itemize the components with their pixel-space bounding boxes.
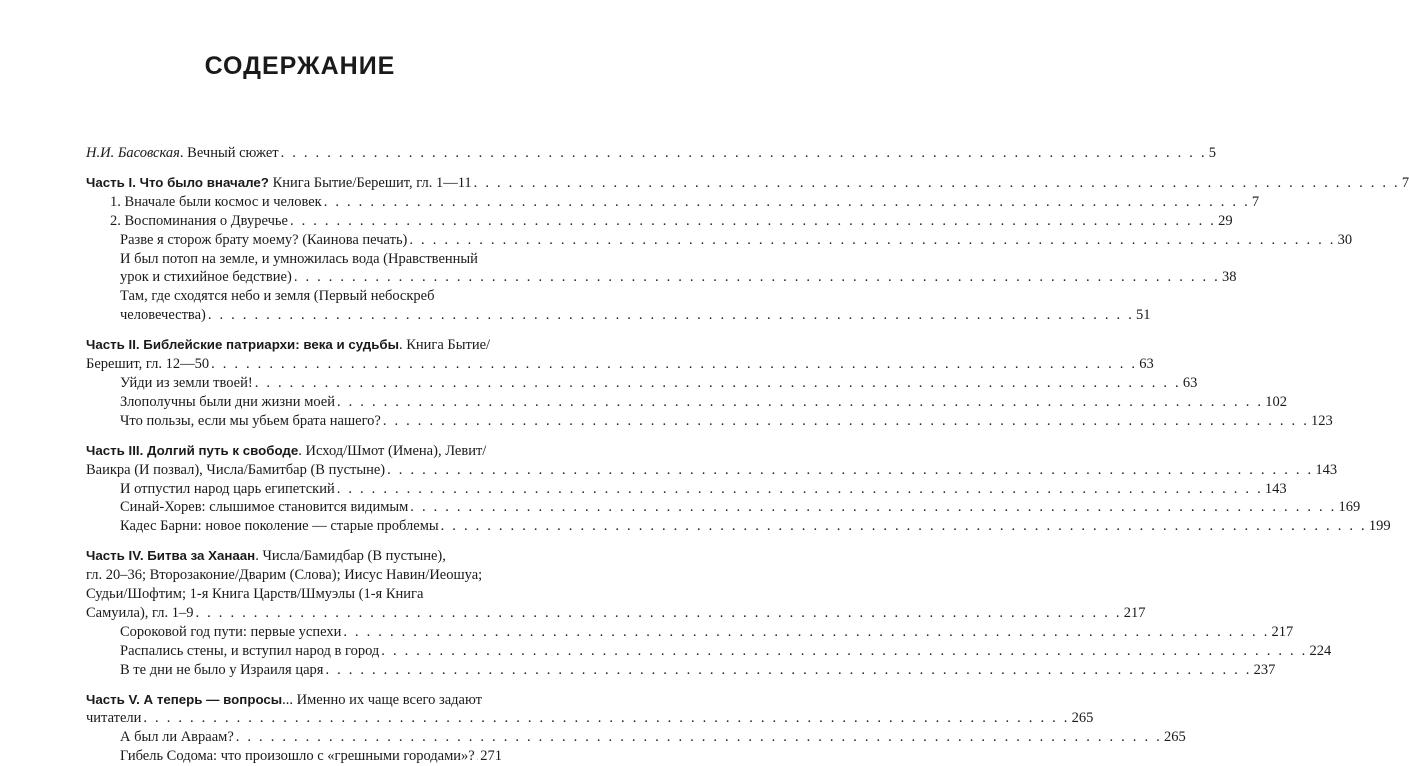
section-gap <box>86 680 502 691</box>
toc-line <box>86 585 502 604</box>
section-gap <box>86 163 502 174</box>
dot-leader: . . . . . . . . . . . . . . . . . . . . . . . . . . . . . . . . . . . . . . . . . . . . . . . . . . . . . . . . . . . . . . . . . . . . . . . . . . . . . . . . <box>323 193 1250 210</box>
toc-entry-text <box>86 604 194 623</box>
part-heading: Часть III. Долгий путь к свободе <box>86 442 299 458</box>
dot-leader: . . . . . . . . . . . . . . . . . . . . . . . . . . . . . . . . . . . . . . . . . . . . . . . . . . . . . . . . . . . . . . . . . . . . . . . . . . . . . . . . <box>211 356 1138 373</box>
page-number: 265 <box>1071 710 1094 727</box>
chapter-title: человечества) <box>120 307 206 324</box>
toc-entry-text <box>120 231 407 250</box>
toc-entry-text <box>120 498 408 517</box>
page-number: 143 <box>1315 461 1338 478</box>
dot-leader: . . . . . . . . . . . . . . . . . . . . . . . . . . . . . . . . . . . . . . . . . . . . . . . . . . . . . . . . . . . . . . . . . . . . . . . . . . . . . . . . <box>336 480 1263 497</box>
toc-line <box>86 517 1391 536</box>
toc-line <box>86 661 1276 680</box>
part-section <box>86 174 1409 325</box>
part-subtitle: . Числа/Бамидбар (В пустыне), <box>255 548 446 565</box>
chapter-title: Там, где сходятся небо и земля (Первый небоскреб <box>120 288 435 305</box>
toc-entry-text <box>120 250 478 269</box>
chapter-title: Кадес Барни: новое поколение — старые проблемы <box>120 518 439 535</box>
dot-leader: . . . . . . . . . . . . . . . . . . . . . . . . . . . . . . . . . . . . . . . . . . . . . . . . . . . . . . . . . . . . . . . . . . . . . . . . . . . . . . . . <box>410 499 1337 516</box>
toc-entry-text <box>86 355 209 374</box>
part-section <box>86 691 1186 766</box>
part-subtitle: ... Именно их чаще всего задают <box>282 691 482 708</box>
part-subtitle: Судьи/Шофтим; 1-я Книга Царств/Шмуэлы (1-я Книга <box>86 586 424 603</box>
toc-entry-text <box>86 174 472 193</box>
toc-line <box>86 642 1332 661</box>
author-name: Н.И. Басовская <box>86 145 180 161</box>
toc-entry-text <box>120 287 434 306</box>
page-number: 271 <box>480 748 502 765</box>
part-subtitle: гл. 20–36; Второзаконие/Дварим (Слова); Иисус Навин/Иеошуа; <box>86 567 483 584</box>
part-section <box>86 547 1332 679</box>
toc-entry-text <box>110 193 322 212</box>
dot-leader: . . . . . . . . . . . . . . . . . . . . . . . . . . . . . . . . . . . . . . . . . . . . . . . . . . . . . . . . . . . . . . . . . . . . . . . . . . . . . . . . <box>381 642 1308 659</box>
dot-leader: . . . . . . . . . . . . . . . . . . . . . . . . . . . . . . . . . . . . . . . . . . . . . . . . . . . . . . . . . . . . . . . . . . . . . . . . . . . . . . . . <box>387 461 1314 478</box>
toc-line <box>86 461 1338 480</box>
toc-line <box>86 374 1198 393</box>
page-number: 63 <box>1139 356 1154 373</box>
dot-leader: . . . . . . . . . . . . . . . . . . . . . . . . . . . . . . . . . . . . . . . . . . . . . . . . . . . . . . . . . . . . . . . . . . . . . . . . . . . . . . . . <box>289 212 1217 229</box>
toc-entry-text <box>86 709 141 728</box>
page-number: 265 <box>1163 729 1186 746</box>
chapter-title: Уйди из земли твоей! <box>120 374 253 391</box>
toc-line <box>86 355 1154 374</box>
toc-entry-text <box>120 306 206 325</box>
table-of-contents <box>86 144 1409 766</box>
chapter-title: В те дни не было у Израиля царя <box>120 661 324 678</box>
dot-leader: . . . . . . . . . . . . . . . . . . . . . . . . . . . . . . . . . . . . . . . . . . . . . . . . . . . . . . . . . . . . . . . . . . . . . . . . . . . . . . . . <box>440 518 1367 535</box>
chapter-title: 2. Воспоминания о Двуречье <box>110 212 288 229</box>
toc-line <box>86 498 1361 517</box>
toc-entry-text <box>120 268 292 287</box>
dot-leader: . . . . . . . . . . . . . . . . . . . . . . . . . . . . . . . . . . . . . . . . . . . . . . . . . . . . . . . . . . . . . . . . . . . . . . . . . . . . . . . . <box>207 307 1135 324</box>
chapter-title: 1. Вначале были космос и человек <box>110 193 322 210</box>
toc-line <box>86 728 1186 747</box>
dot-leader: . . . . . . . . . . . . . . . . . . . . . . . . . . . . . . . . . . . . . . . . . . . . . . . . . . . . . . . . . . . . . . . . . . . . . . . . . . . . . . . . <box>143 710 1070 727</box>
dot-leader: . . . . . . . . . . . . . . . . . . . . . . . . . . . . . . . . . . . . . . . . . . . . . . . . . . . . . . . . . . . . . . . . . . . . . . . . . . . . . . . . <box>343 623 1270 640</box>
dot-leader: . . . . . . . . . . . . . . . . . . . . . . . . . . . . . . . . . . . . . . . . . . . . . . . . . . . . . . . . . . . . . . . . . . . . . . . . . . . . . . . . <box>325 661 1252 678</box>
part-heading: Часть I. Что было вначале? <box>86 174 269 190</box>
toc-line <box>86 268 1237 287</box>
page-number: 30 <box>1337 231 1353 248</box>
toc-line <box>86 566 502 585</box>
dot-leader: . . . . . . . . . . . . . . . . . . . . . . . . . . . . . . . . . . . . . . . . . . . . . . . . . . . . . . . . . . . . . . . . . . . . . . . . . . . . . . . . <box>382 412 1310 429</box>
toc-line <box>86 747 502 766</box>
page-number: 7 <box>1251 193 1260 210</box>
toc-line <box>86 623 1294 642</box>
chapter-title: И отпустил народ царь египетский <box>120 480 335 497</box>
toc-entry-text <box>86 336 490 355</box>
toc-entry-text <box>120 642 379 661</box>
toc-entry-text <box>110 212 288 231</box>
dot-leader: . . . . . . . . . . . . . . . . . . . . . . . . . . . . . . . . . . . . . . . . . . . . . . . . . . . . . . . . . . . . . . . . . . . . . . . . . . . . . . . . <box>254 374 1181 391</box>
section-gap <box>86 325 502 336</box>
chapter-title: урок и стихийное бедствие) <box>120 269 292 286</box>
page-number: 199 <box>1368 518 1391 535</box>
page-number: 224 <box>1309 642 1332 659</box>
part-subtitle: Ваикра (И позвал), Числа/Бамитбар (В пустыне) <box>86 461 386 478</box>
chapter-title: Распались стены, и вступил народ в город <box>120 642 380 659</box>
toc-line <box>86 709 1094 728</box>
toc-entry-text <box>120 374 253 393</box>
chapter-title: Гибель Содома: что произошло с «грешными городами»? <box>120 748 475 765</box>
part-subtitle: . Книга Бытие/ <box>398 337 491 354</box>
toc-entry-text <box>86 585 423 604</box>
part-section <box>86 336 1333 431</box>
toc-line <box>86 336 502 355</box>
toc-entry-text <box>86 442 486 461</box>
page-number: 123 <box>1311 412 1333 429</box>
part-subtitle: . Исход/Шмот (Имена), Левит/ <box>298 442 487 459</box>
page-number: 63 <box>1182 374 1198 391</box>
toc-entry-text <box>86 566 482 585</box>
toc-line <box>86 412 1333 431</box>
dot-leader: . . . . . . . . . . . . . . . . . . . . . . . . . . . . . . . . . . . . . . . . . . . . . . . . . . . . . . . . . . . . . . . . . . . . . . . . . . . . . . . . <box>293 269 1220 286</box>
dot-leader: . . . . . . . . . . . . . . . . . . . . . . . . . . . . . . . . . . . . . . . . . . . . . . . . . . . . . . . . . . . . . . . . . . . . . . . . . . . . . . . . <box>409 231 1336 248</box>
part-subtitle: Берешит, гл. 12—50 <box>86 356 210 373</box>
toc-line <box>86 547 502 566</box>
part-subtitle: читатели <box>86 710 142 727</box>
toc-entry-text <box>120 661 323 680</box>
chapter-title: А был ли Авраам? <box>120 729 234 746</box>
part-heading: Часть IV. Битва за Ханаан <box>86 548 256 564</box>
toc-entry-text <box>120 728 234 747</box>
dot-leader: . . . . . . . . . . . . . . . . . . . . . . . . . . . . . . . . . . . . . . . . . . . . . . . . . . . . . . . . . . . . . . . . . . . . . . . . . . . . . . . . <box>235 729 1162 746</box>
toc-line <box>86 442 502 461</box>
toc-entry-text <box>120 393 335 412</box>
toc-entry-text <box>86 547 446 566</box>
dot-leader <box>477 747 479 766</box>
toc-entry-text <box>120 623 341 642</box>
toc-line <box>86 250 502 269</box>
toc-line <box>86 144 1217 163</box>
chapter-title: И был потоп на земле, и умножилась вода (Нравственный <box>120 250 478 267</box>
toc-line <box>86 231 1353 250</box>
part-heading: Часть V. А теперь — вопросы <box>86 691 283 707</box>
page-number: 217 <box>1123 604 1146 621</box>
chapter-title: Злополучны были дни жизни моей <box>120 393 335 410</box>
part-subtitle: Книга Бытие/Берешит, гл. 1—11 <box>268 174 472 191</box>
dot-leader: . . . . . . . . . . . . . . . . . . . . . . . . . . . . . . . . . . . . . . . . . . . . . . . . . . . . . . . . . . . . . . . . . . . . . . . . . . . . . . . . <box>195 604 1122 621</box>
page-number: 38 <box>1222 269 1237 286</box>
toc-entry-text <box>120 412 381 431</box>
page-title: СОДЕРЖАНИЕ <box>204 52 396 80</box>
part-subtitle: Самуила), гл. 1–9 <box>86 604 194 621</box>
toc-line <box>86 306 1151 325</box>
page-number: 143 <box>1264 480 1287 497</box>
toc-entry-text <box>120 517 439 536</box>
toc-line <box>86 691 502 710</box>
intro-title: . Вечный сюжет <box>179 145 279 161</box>
toc-line <box>86 174 1409 193</box>
toc-line <box>86 287 502 306</box>
toc-entry-text <box>86 461 385 480</box>
page-number: 237 <box>1253 661 1276 678</box>
toc-line <box>86 604 1146 623</box>
page-number: 5 <box>1208 145 1217 161</box>
part-heading: Часть II. Библейские патриархи: века и судьбы <box>86 337 399 353</box>
chapter-title: Сороковой год пути: первые успехи <box>120 623 342 640</box>
toc-line <box>86 193 1260 212</box>
page-number: 169 <box>1338 499 1361 516</box>
page-number: 29 <box>1218 212 1233 229</box>
toc-line <box>86 212 1233 231</box>
section-gap <box>86 431 502 442</box>
chapter-title: Что пользы, если мы убьем брата нашего? <box>120 412 381 429</box>
dot-leader: . . . . . . . . . . . . . . . . . . . . . . . . . . . . . . . . . . . . . . . . . . . . . . . . . . . . . . . . . . . . . . . . . . . . . . . . . . . . . . . . <box>337 393 1264 410</box>
dot-leader: . . . . . . . . . . . . . . . . . . . . . . . . . . . . . . . . . . . . . . . . . . . . . . . . . . . . . . . . . . . . . . . . . . . . . . . . . . . . . . . . <box>280 145 1207 161</box>
toc-line <box>86 393 1287 412</box>
chapter-title: Синай-Хорев: слышимое становится видимым <box>120 499 409 516</box>
page-number: 51 <box>1136 307 1151 324</box>
toc-line <box>86 480 1287 499</box>
part-section <box>86 442 1391 537</box>
toc-entry-text <box>120 480 335 499</box>
toc-entry-text <box>86 691 482 710</box>
page-number: 102 <box>1265 393 1287 410</box>
chapter-title: Разве я сторож брату моему? (Каинова печать) <box>120 231 408 248</box>
section-gap <box>86 536 502 547</box>
dot-leader: . . . . . . . . . . . . . . . . . . . . . . . . . . . . . . . . . . . . . . . . . . . . . . . . . . . . . . . . . . . . . . . . . . . . . . . . . . . . . . . . <box>473 174 1400 191</box>
page-number: 7 <box>1401 174 1409 191</box>
page-number: 217 <box>1271 623 1294 640</box>
toc-entry-text <box>120 747 475 766</box>
toc-entry-text <box>86 144 279 163</box>
